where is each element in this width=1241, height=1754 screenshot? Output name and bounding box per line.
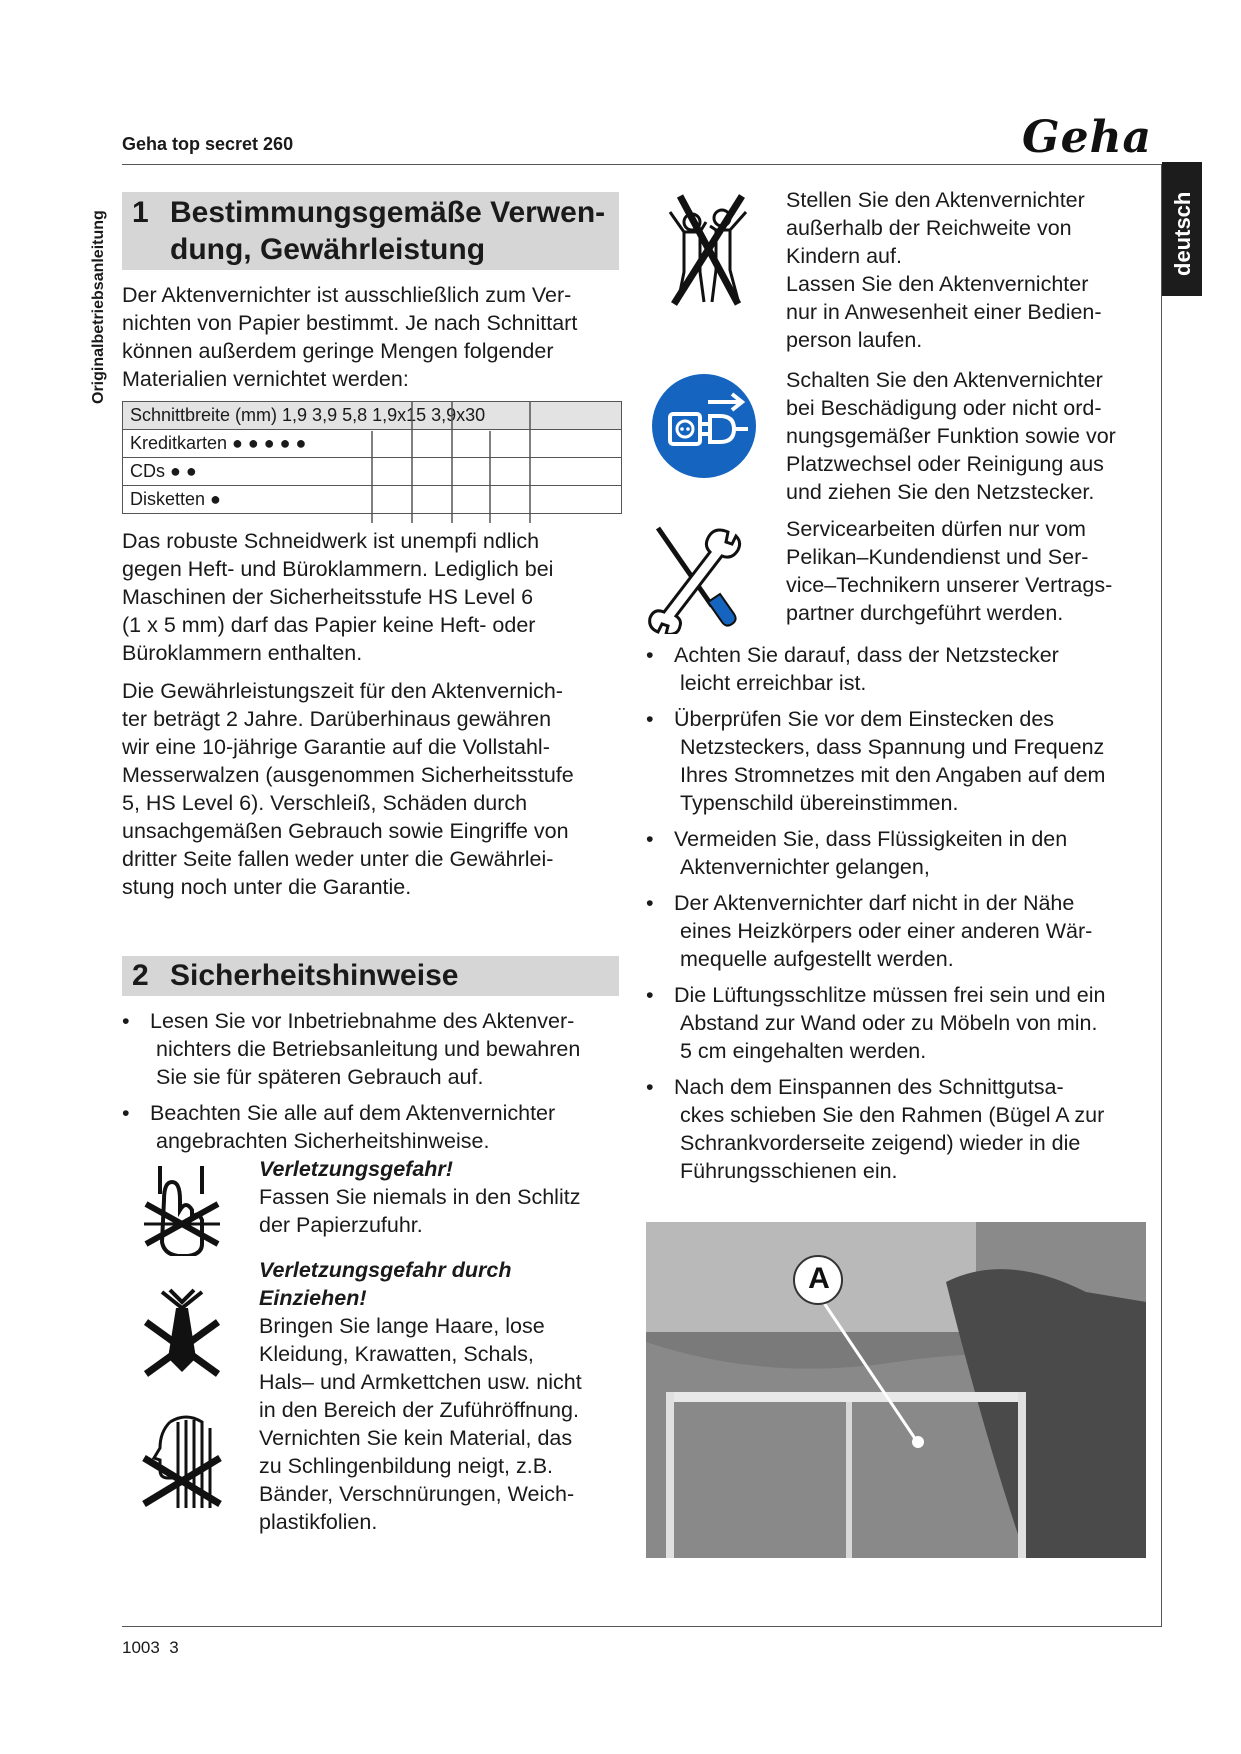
text-line: • Lesen Sie vor Inbetriebnahme des Aktenver- bbox=[150, 1009, 575, 1033]
warning-pinch-text bbox=[259, 1155, 624, 1239]
text-line: leicht erreichbar ist. bbox=[680, 671, 867, 695]
section2-heading bbox=[122, 956, 619, 996]
text-line: nichters die Betriebsanleitung und bewahren bbox=[156, 1037, 581, 1061]
text-line: außerhalb der Reichweite von bbox=[786, 216, 1072, 240]
text-line: Büroklammern enthalten. bbox=[122, 641, 363, 665]
text-line: plastikfolien. bbox=[259, 1510, 378, 1534]
list-item bbox=[646, 705, 1156, 817]
text-line: (1 x 5 mm) darf das Papier keine Heft- oder bbox=[122, 613, 536, 637]
text-line: Kleidung, Krawatten, Schals, bbox=[259, 1342, 534, 1366]
table-cell-cds: CDs ● ● bbox=[123, 458, 622, 486]
section1-heading bbox=[122, 192, 619, 270]
text-line: Führungsschienen ein. bbox=[680, 1159, 898, 1183]
text-line: Der Aktenvernichter ist ausschließlich zum Ver- bbox=[122, 283, 572, 307]
text-line: nungsgemäßer Funktion sowie vor bbox=[786, 424, 1116, 448]
language-tab bbox=[1162, 162, 1202, 296]
text-line: Maschinen der Sicherheitsstufe HS Level 6 bbox=[122, 585, 534, 609]
unplug-before-service-icon bbox=[650, 372, 758, 480]
text-line: Schalten Sie den Aktenvernichter bbox=[786, 368, 1103, 392]
text-line: bei Beschädigung oder nicht ord- bbox=[786, 396, 1102, 420]
text-line: Servicearbeiten dürfen nur vom bbox=[786, 517, 1086, 541]
service-instruction-text bbox=[786, 515, 1166, 627]
section1-title-line2: dung, Gewährleistung bbox=[170, 233, 486, 266]
unplug-instruction-text bbox=[786, 366, 1166, 506]
text-line: Bringen Sie lange Haare, lose bbox=[259, 1314, 545, 1338]
text-line: nichten von Papier bestimmt. Je nach Schnittart bbox=[122, 311, 578, 335]
text-line: ter beträgt 2 Jahre. Darüberhinaus gewähren bbox=[122, 707, 552, 731]
text-line: partner durchgeführt werden. bbox=[786, 601, 1064, 625]
list-item bbox=[646, 981, 1156, 1065]
list-item bbox=[646, 825, 1156, 881]
section2-title: Sicherheitshinweise bbox=[170, 959, 459, 992]
section1-para3 bbox=[122, 677, 622, 901]
text-line: angebrachten Sicherheitshinweise. bbox=[156, 1129, 490, 1153]
vertical-doc-label-text: Originalbetriebsanleitung bbox=[90, 210, 107, 404]
text-line: Die Gewährleistungszeit für den Aktenvernich- bbox=[122, 679, 563, 703]
text-line: Pelikan–Kundendienst und Ser- bbox=[786, 545, 1089, 569]
list-item bbox=[646, 641, 1156, 697]
text-line: Schrankvorderseite zeigend) wieder in die bbox=[680, 1131, 1081, 1155]
text-line: • Vermeiden Sie, dass Flüssigkeiten in den bbox=[674, 827, 1068, 851]
text-line: person laufen. bbox=[786, 328, 923, 352]
text-line: wir eine 10-jährige Garantie auf die Vollstahl- bbox=[122, 735, 550, 759]
text-line: Kindern auf. bbox=[786, 244, 902, 268]
text-line: Vernichten Sie kein Material, das bbox=[259, 1426, 573, 1450]
text-line: können außerdem geringe Mengen folgender bbox=[122, 339, 554, 363]
text-line: Hals– und Armkettchen usw. nicht bbox=[259, 1370, 582, 1394]
no-long-hair-icon bbox=[140, 1412, 224, 1512]
text-line: Fassen Sie niemals in den Schlitz bbox=[259, 1185, 581, 1209]
text-line: stung noch unter die Garantie. bbox=[122, 875, 412, 899]
section2-bullets bbox=[122, 1007, 622, 1163]
text-line: • Der Aktenvernichter darf nicht in der Nähe bbox=[674, 891, 1075, 915]
text-line: • Beachten Sie alle auf dem Aktenvernichter bbox=[150, 1101, 556, 1125]
text-line: • Achten Sie darauf, dass der Netzstecker bbox=[674, 643, 1059, 667]
text-line: unsachgemäßen Gebrauch sowie Eingriffe von bbox=[122, 819, 569, 843]
header-rule bbox=[122, 164, 1162, 165]
doc-code: 1003 bbox=[122, 1638, 160, 1657]
page-number: 3 bbox=[169, 1638, 179, 1657]
list-item bbox=[646, 889, 1156, 973]
text-line: Typenschild übereinstimmen. bbox=[680, 791, 959, 815]
text-line: ckes schieben Sie den Rahmen (Bügel A zur bbox=[680, 1103, 1105, 1127]
table-cell-kreditkarten: Kreditkarten ● ● ● ● ● bbox=[123, 430, 622, 458]
text-line: und ziehen Sie den Netzstecker. bbox=[786, 480, 1095, 504]
text-line: Sie sie für späteren Gebrauch auf. bbox=[156, 1065, 484, 1089]
section1-number: 1 bbox=[132, 196, 149, 229]
cut-width-table bbox=[122, 401, 622, 514]
bag-frame-illustration bbox=[646, 1222, 1146, 1558]
section1-para2 bbox=[122, 527, 622, 667]
text-line: Ihres Stromnetzes mit den Angaben auf dem bbox=[680, 763, 1106, 787]
language-tab-label: deutsch bbox=[1170, 191, 1195, 276]
document-title: Geha top secret 260 bbox=[122, 134, 294, 154]
geha-logo: Geha bbox=[1022, 112, 1153, 163]
section1-intro bbox=[122, 281, 622, 393]
text-line: in den Bereich der Zuführöffnung. bbox=[259, 1398, 579, 1422]
text-line: Abstand zur Wand oder zu Möbeln von min. bbox=[680, 1011, 1098, 1035]
text-line: Bänder, Verschnürungen, Weich- bbox=[259, 1482, 575, 1506]
text-line: • Die Lüftungsschlitze müssen frei sein und ein bbox=[674, 983, 1106, 1007]
keep-away-from-children-icon bbox=[660, 192, 756, 310]
shredder-bag-photo bbox=[646, 1222, 1146, 1558]
text-line: Lassen Sie den Aktenvernichter bbox=[786, 272, 1089, 296]
text-line: Materialien vernichtet werden: bbox=[122, 367, 409, 391]
children-warning-text bbox=[786, 186, 1166, 354]
section2-number: 2 bbox=[132, 959, 149, 992]
vertical-doc-label bbox=[90, 192, 112, 404]
page-footer bbox=[122, 1638, 179, 1658]
text-line: eines Heizkörpers oder einer anderen Wär- bbox=[680, 919, 1093, 943]
text-line: Stellen Sie den Aktenvernichter bbox=[786, 188, 1085, 212]
text-line: • Nach dem Einspannen des Schnittgutsa- bbox=[674, 1075, 1064, 1099]
text-line: mequelle aufgestellt werden. bbox=[680, 947, 954, 971]
no-tie-icon bbox=[140, 1286, 224, 1382]
text-line: Platzwechsel oder Reinigung aus bbox=[786, 452, 1104, 476]
warning-entanglement-title-2: Einziehen! bbox=[259, 1286, 367, 1310]
footer-rule bbox=[122, 1626, 1162, 1627]
photo-callout-label: A bbox=[808, 1262, 830, 1295]
text-line: 5, HS Level 6). Verschleiß, Schäden durch bbox=[122, 791, 528, 815]
text-line: dritter Seite fallen weder unter die Gewährlei- bbox=[122, 847, 554, 871]
warning-pinch-title: Verletzungsgefahr! bbox=[259, 1157, 453, 1181]
list-item bbox=[122, 1007, 622, 1091]
text-line: 5 cm eingehalten werden. bbox=[680, 1039, 927, 1063]
table-column-lines bbox=[122, 401, 622, 523]
text-line: Netzsteckers, dass Spannung und Frequenz bbox=[680, 735, 1105, 759]
text-line: • Überprüfen Sie vor dem Einstecken des bbox=[674, 707, 1055, 731]
text-line: vice–Technikern unserer Vertrags- bbox=[786, 573, 1113, 597]
text-line: Das robuste Schneidwerk ist unempfi ndlich bbox=[122, 529, 540, 553]
text-line: zu Schlingenbildung neigt, z.B. bbox=[259, 1454, 554, 1478]
table-cell-disketten: Disketten ● bbox=[123, 486, 622, 514]
list-item bbox=[646, 1073, 1156, 1185]
warning-entanglement-title-1: Verletzungsgefahr durch bbox=[259, 1258, 512, 1282]
text-line: Aktenvernichter gelangen, bbox=[680, 855, 930, 879]
section1-title-line1: Bestimmungsgemäße Verwen- bbox=[170, 196, 606, 229]
service-tools-icon bbox=[648, 522, 744, 634]
text-line: gegen Heft- und Büroklammern. Lediglich bei bbox=[122, 557, 554, 581]
text-line: nur in Anwesenheit einer Bedien- bbox=[786, 300, 1102, 324]
list-item bbox=[122, 1099, 622, 1155]
table-header-cell: Schnittbreite (mm) 1,9 3,9 5,8 1,9x15 3,9x30 bbox=[123, 402, 622, 430]
no-hand-in-slot-icon bbox=[140, 1160, 224, 1256]
text-line: Messerwalzen (ausgenommen Sicherheitsstufe bbox=[122, 763, 574, 787]
warning-entanglement-text bbox=[259, 1256, 624, 1536]
right-column-bullets bbox=[646, 641, 1156, 1193]
text-line: der Papierzufuhr. bbox=[259, 1213, 423, 1237]
